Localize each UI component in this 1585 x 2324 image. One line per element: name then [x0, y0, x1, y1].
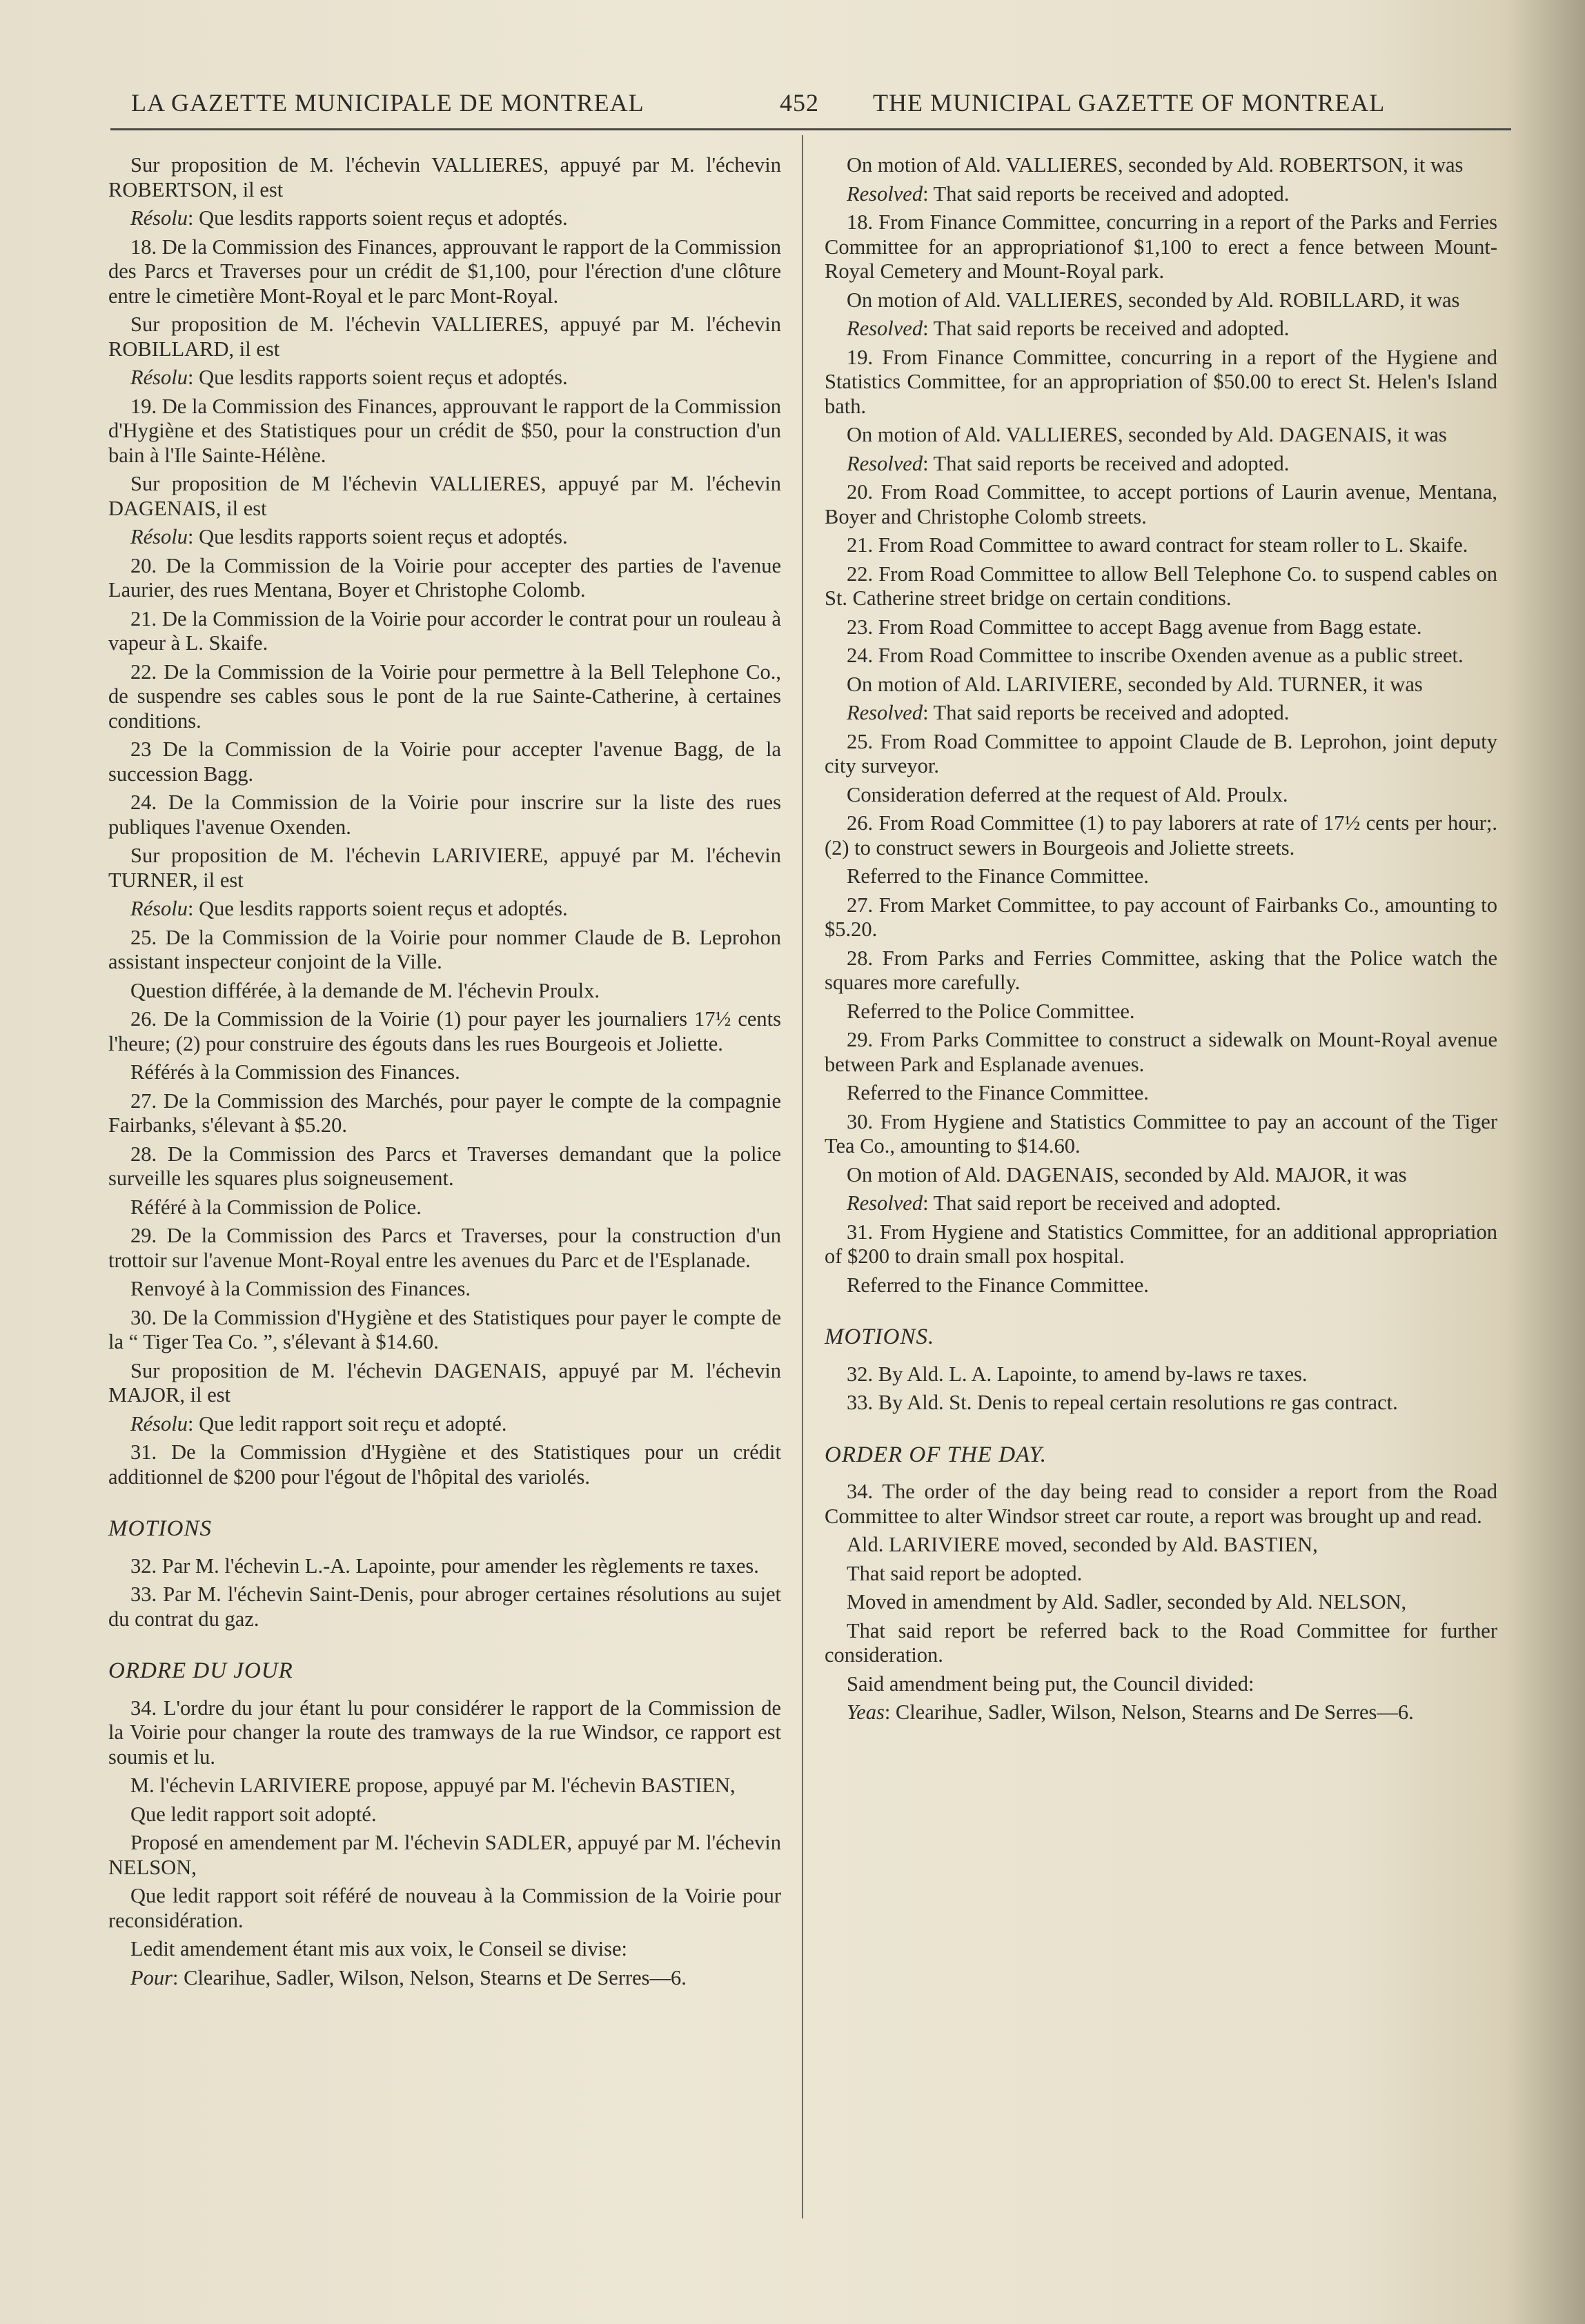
paragraph: 18. De la Commission des Finances, approuvant le rapport de la Commission des Parcs et Traverses pour un crédit de $1,100, pour l'érection d'une clôture entre le cimetière Mont-Royal et le parc Mont-Royal. [108, 235, 781, 308]
column-divider [802, 135, 803, 2218]
paragraph: 19. From Finance Committee, concurring in a report of the Hygiene and Statistics Committee, for an appropriation of $50.00 to erect St. Helen's Island bath. [825, 345, 1497, 418]
resolution-text: : Clearihue, Sadler, Wilson, Nelson, Stearns et De Serres—6. [173, 1965, 687, 1989]
resolution-label: Résolu [130, 525, 188, 548]
paragraph: Question différée, à la demande de M. l'échevin Proulx. [130, 978, 600, 1002]
resolution-text: : Que lesdits rapports soient reçus et adoptés. [188, 206, 568, 230]
resolution-text: : That said reports be received and adopted. [923, 701, 1290, 724]
resolution-label: Résolu [130, 206, 188, 230]
paragraph: Ald. LARIVIERE moved, seconded by Ald. BASTIEN, [847, 1533, 1318, 1556]
paragraph: 30. De la Commission d'Hygiène et des Statistiques pour payer le compte de la “ Tiger Tea Co. ”, s'élevant à $14.60. [108, 1305, 781, 1353]
paragraph: 21. De la Commission de la Voirie pour accorder le contrat pour un rouleau à vapeur à L. Skaife. [108, 606, 781, 655]
paragraph: Referred to the Finance Committee. [847, 864, 1149, 888]
paragraph: That said report be referred back to the Road Committee for further consideration. [825, 1618, 1497, 1667]
paragraph: 28. From Parks and Ferries Committee, asking that the Police watch the squares more carefully. [825, 946, 1497, 994]
resolution-text: : That said reports be received and adopted. [923, 317, 1290, 340]
paragraph: On motion of Ald. DAGENAIS, seconded by Ald. MAJOR, it was [847, 1162, 1407, 1186]
resolution-text: : That said reports be received and adopted. [923, 451, 1290, 475]
paragraph: 33. Par M. l'échevin Saint-Denis, pour abroger certaines résolutions au sujet du contrat du gaz. [108, 1582, 781, 1631]
paragraph: 23. From Road Committee to accept Bagg avenue from Bagg estate. [847, 615, 1422, 639]
paragraph: That said report be adopted. [847, 1561, 1083, 1585]
paragraph: Sur proposition de M. l'échevin LARIVIERE, appuyé par M. l'échevin TURNER, il est [108, 844, 781, 892]
section-heading: MOTIONS. [825, 1324, 935, 1349]
paragraph: On motion of Ald. VALLIERES, seconded by Ald. DAGENAIS, it was [847, 423, 1447, 446]
paragraph: 25. De la Commission de la Voirie pour nommer Claude de B. Leprohon assistant inspecteur conjoint de la Ville. [108, 925, 781, 973]
page-number: 452 [780, 89, 819, 117]
paragraph: On motion of Ald. VALLIERES, seconded by Ald. ROBILLARD, it was [847, 288, 1460, 312]
paragraph: Référés à la Commission des Finances. [130, 1060, 460, 1084]
resolution-line [825, 452, 1497, 477]
paragraph: 29. From Parks Committee to construct a sidewalk on Mount-Royal avenue between Park and Esplanade avenues. [825, 1028, 1497, 1076]
paragraph: 22. From Road Committee to allow Bell Telephone Co. to suspend cables on St. Catherine street bridge on certain conditions. [825, 562, 1497, 610]
resolution-line [108, 1966, 781, 1991]
resolution-line [108, 366, 781, 390]
resolution-label: Resolved [847, 181, 923, 206]
resolution-text: : Que lesdits rapports soient reçus et adoptés. [188, 525, 568, 548]
resolution-text: : Que lesdits rapports soient reçus et adoptés. [188, 366, 568, 389]
resolution-label: Resolved [847, 701, 923, 724]
resolution-label: Yeas [847, 1700, 885, 1724]
paragraph: 24. De la Commission de la Voirie pour inscrire sur la liste des rues publiques l'avenue Oxenden. [108, 791, 781, 839]
resolution-label: Resolved [847, 317, 923, 340]
paragraph: Renvoyé à la Commission des Finances. [130, 1277, 471, 1300]
resolution-label: Résolu [130, 1411, 188, 1436]
paragraph: 21. From Road Committee to award contract for steam roller to L. Skaife. [847, 533, 1468, 557]
resolution-label: Resolved [847, 1191, 923, 1215]
paragraph: 25. From Road Committee to appoint Claude de B. Leprohon, joint deputy city surveyor. [825, 729, 1497, 777]
resolution-line [825, 317, 1497, 341]
resolution-line [825, 1700, 1497, 1725]
paragraph: 34. L'ordre du jour étant lu pour considérer le rapport de la Commission de la Voirie pour changer la route des tramways de la rue Windsor, ce rapport est soumis et lu. [108, 1696, 781, 1769]
paragraph: M. l'échevin LARIVIERE propose, appuyé par M. l'échevin BASTIEN, [130, 1774, 736, 1797]
resolution-label: Résolu [130, 366, 188, 389]
french-column [108, 153, 781, 1994]
resolution-line [108, 206, 781, 231]
paragraph: Ledit amendement étant mis aux voix, le Conseil se divise: [130, 1937, 627, 1960]
paragraph: 22. De la Commission de la Voirie pour permettre à la Bell Telephone Co., de suspendre ses cables sous le pont de la rue Sainte-Catherine, à certaines conditions. [108, 659, 781, 733]
paragraph: 20. De la Commission de la Voirie pour accepter des parties de l'avenue Laurier, des rues Mentana, Boyer et Christophe Colomb. [108, 553, 781, 602]
header-french-title: LA GAZETTE MUNICIPALE DE MONTREAL [131, 89, 644, 117]
resolution-line [108, 897, 781, 922]
paragraph: 28. De la Commission des Parcs et Traverses demandant que la police surveille les squares plus soigneusement. [108, 1142, 781, 1190]
paragraph: 29. De la Commission des Parcs et Traverses, pour la construction d'un trottoir sur l'avenue Mont-Royal entre les avenues du Parc et de l'Esplanade. [108, 1224, 781, 1272]
paragraph: 27. De la Commission des Marchés, pour payer le compte de la compagnie Fairbanks, s'élevant à $5.20. [108, 1089, 781, 1137]
paragraph: 18. From Finance Committee, concurring in a report of the Parks and Ferries Committee for an appropriationof $1,100 to erect a fence between Mount-Royal Cemetery and Mount-Royal park. [825, 210, 1497, 283]
paragraph: Que ledit rapport soit référé de nouveau à la Commission de la Voirie pour reconsidération. [108, 1884, 781, 1932]
paragraph: 26. De la Commission de la Voirie (1) pour payer les journaliers 17½ cents l'heure; (2) pour construire des égouts dans les rues Bourgeois et Joliette. [108, 1007, 781, 1055]
resolution-line [108, 1412, 781, 1437]
resolution-line [825, 701, 1497, 726]
resolution-line [825, 182, 1497, 207]
paragraph: 23 De la Commission de la Voirie pour accepter l'avenue Bagg, de la succession Bagg. [108, 737, 781, 786]
paragraph: 20. From Road Committee, to accept portions of Laurin avenue, Mentana, Boyer and Christophe Colomb streets. [825, 480, 1497, 528]
paragraph: Sur proposition de M. l'échevin VALLIERES, appuyé par M. l'échevin ROBERTSON, il est [108, 153, 781, 201]
resolution-text: : Clearihue, Sadler, Wilson, Nelson, Stearns and De Serres—6. [884, 1700, 1414, 1724]
page-header [131, 88, 1484, 130]
paragraph: Referred to the Police Committee. [847, 999, 1135, 1023]
paragraph: 19. De la Commission des Finances, approuvant le rapport de la Commission d'Hygiène et des Statistiques pour un crédit de $50, pour la construction d'un bain à l'Ile Sainte-Hélène. [108, 394, 781, 467]
paragraph: On motion of Ald. VALLIERES, seconded by Ald. ROBERTSON, it was [847, 153, 1464, 177]
paragraph: Referred to the Finance Committee. [847, 1273, 1149, 1297]
paragraph: Referred to the Finance Committee. [847, 1081, 1149, 1104]
resolution-label: Pour [130, 1965, 173, 1989]
paragraph: 32. Par M. l'échevin L.-A. Lapointe, pour amender les règlements re taxes. [130, 1553, 759, 1578]
paragraph: 30. From Hygiene and Statistics Committee to pay an account of the Tiger Tea Co., amounting to $14.60. [825, 1109, 1497, 1158]
paragraph: 24. From Road Committee to inscribe Oxenden avenue as a public street. [847, 644, 1464, 667]
section-heading: ORDRE DU JOUR [108, 1658, 293, 1683]
paragraph: Référé à la Commission de Police. [130, 1195, 422, 1219]
paragraph: Said amendment being put, the Council divided: [847, 1671, 1254, 1696]
resolution-text: : That said report be received and adopted. [923, 1191, 1281, 1215]
resolution-label: Résolu [130, 897, 188, 920]
paragraph: 32. By Ald. L. A. Lapointe, to amend by-laws re taxes. [847, 1362, 1308, 1386]
resolution-line [108, 525, 781, 550]
paragraph: 31. De la Commission d'Hygiène et des Statistiques pour un crédit additionnel de $200 pour l'égout de l'hôpital des variolés. [108, 1440, 781, 1489]
paragraph: Proposé en amendement par M. l'échevin SADLER, appuyé par M. l'échevin NELSON, [108, 1831, 781, 1879]
paragraph: Consideration deferred at the request of Ald. Proulx. [847, 782, 1288, 806]
english-column [825, 153, 1497, 1729]
paragraph: On motion of Ald. LARIVIERE, seconded by Ald. TURNER, it was [847, 672, 1423, 696]
resolution-line [825, 1191, 1497, 1216]
paragraph: Sur proposition de M. l'échevin DAGENAIS, appuyé par M. l'échevin MAJOR, il est [108, 1358, 781, 1407]
paragraph: 33. By Ald. St. Denis to repeal certain resolutions re gas contract. [847, 1391, 1398, 1414]
resolution-text: : That said reports be received and adopted. [923, 181, 1290, 206]
paragraph: 34. The order of the day being read to consider a report from the Road Committee to alter Windsor street car route, a report was brought up and read. [825, 1480, 1497, 1528]
paragraph: Que ledit rapport soit adopté. [130, 1802, 377, 1826]
header-rule [110, 128, 1511, 130]
paragraph: 27. From Market Committee, to pay account of Fairbanks Co., amounting to $5.20. [825, 893, 1497, 941]
resolution-label: Resolved [847, 451, 923, 475]
header-english-title: THE MUNICIPAL GAZETTE OF MONTREAL [873, 89, 1386, 117]
paragraph: 31. From Hygiene and Statistics Committee, for an additional appropriation of $200 to drain small pox hospital. [825, 1220, 1497, 1268]
paragraph: 26. From Road Committee (1) to pay laborers at rate of 17½ cents per hour;. (2) to construct sewers in Bourgeois and Joliette streets. [825, 811, 1497, 860]
section-heading: MOTIONS [108, 1516, 213, 1541]
paragraph: Moved in amendment by Ald. Sadler, seconded by Ald. NELSON, [847, 1590, 1407, 1613]
paragraph: Sur proposition de M. l'échevin VALLIERES, appuyé par M. l'échevin ROBILLARD, il est [108, 312, 781, 361]
resolution-text: : Que lesdits rapports soient reçus et adoptés. [188, 897, 568, 920]
section-heading: ORDER OF THE DAY. [825, 1442, 1047, 1467]
paragraph: Sur proposition de M l'échevin VALLIERES, appuyé par M. l'échevin DAGENAIS, il est [108, 472, 781, 520]
resolution-text: : Que ledit rapport soit reçu et adopté. [188, 1411, 507, 1436]
